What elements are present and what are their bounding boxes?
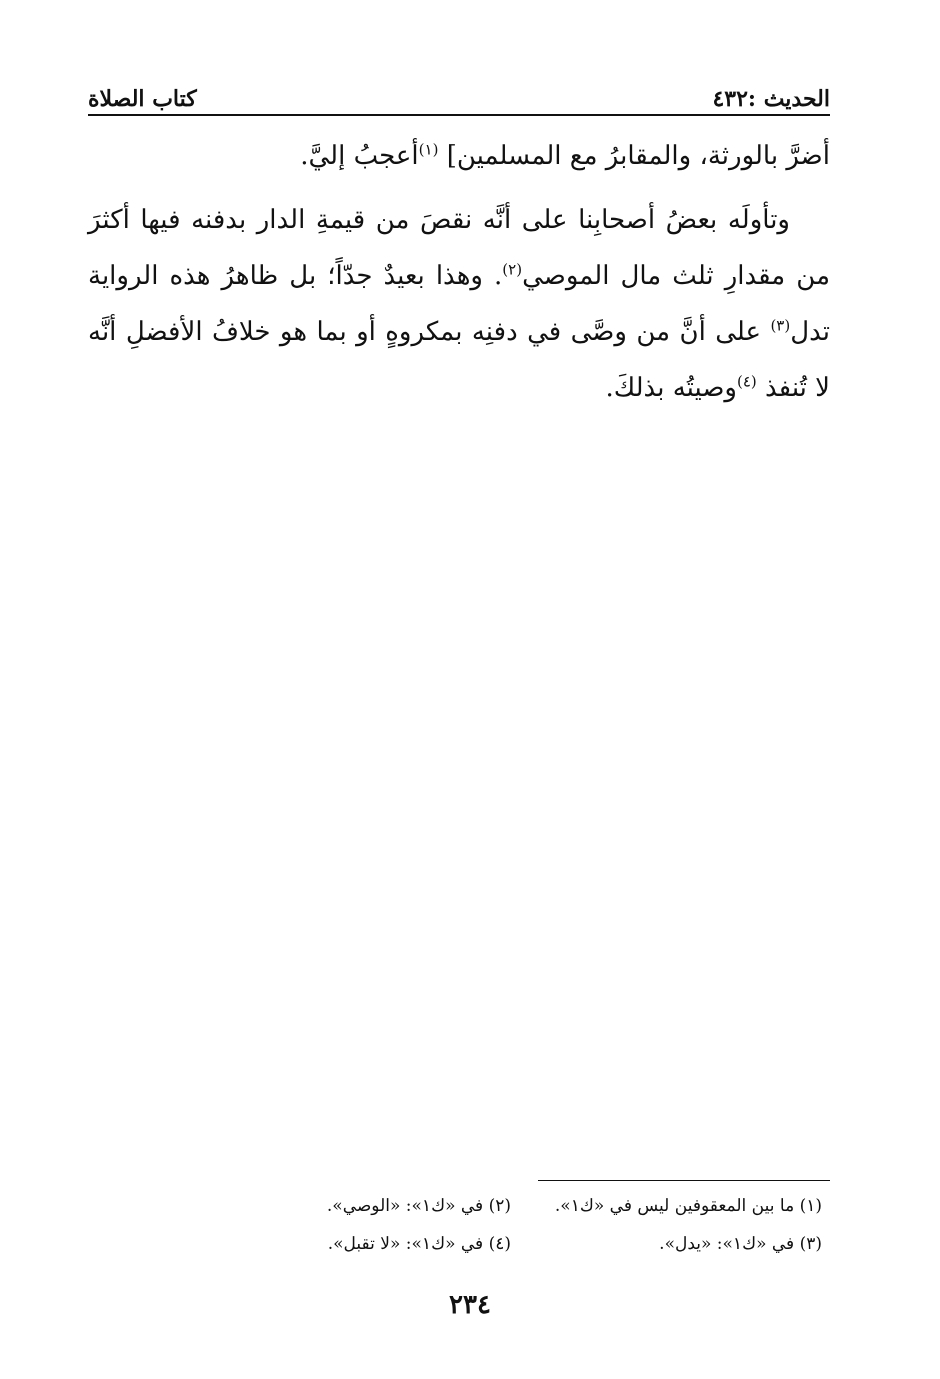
header-divider <box>88 114 830 116</box>
paragraph-2-text-a: وتأولَه بعضُ أصحابِنا على أنَّه نقصَ من قيمةِ الدار بدفنه فيها أكثرَ من مقدارِ ثلث مال الموصي <box>88 205 830 291</box>
footnote-ref-2: (٢) <box>502 260 523 279</box>
footnote-ref-4: (٤) <box>736 372 757 391</box>
footnote-4: (٤) في «ك١»: «لا تقبل». <box>327 1234 511 1254</box>
paragraph-1-text-b: أعجبُ إليَّ. <box>300 141 419 171</box>
header-hadith-number: الحديث :٤٣٢ <box>712 86 830 112</box>
paragraph-1 <box>88 128 830 184</box>
footnote-2: (٢) في «ك١»: «الوصي». <box>326 1196 511 1216</box>
paragraph-1-text-a: أضرَّ بالورثة، والمقابرُ مع المسلمين] <box>446 141 830 171</box>
main-text <box>88 128 830 424</box>
footnote-ref-1: (١) <box>418 140 439 159</box>
page-number: ٢٣٤ <box>449 1290 491 1320</box>
footnote-3: (٣) في «ك١»: «يدل». <box>659 1234 822 1254</box>
header-book-title: كتاب الصلاة <box>88 86 197 112</box>
paragraph-2-text-d: وصيتُه بذلكَ. <box>605 373 737 403</box>
paragraph-2 <box>88 192 830 416</box>
footnote-divider <box>538 1180 830 1181</box>
paragraph-2-text-c: على أنَّ من وصَّى في دفنِه بمكروهٍ أو بما هو خلافُ الأفضلِ أنَّه لا تُنفذ <box>88 317 830 403</box>
footnote-1: (١) ما بين المعقوفين ليس في «ك١». <box>554 1196 822 1216</box>
page-header <box>88 72 830 112</box>
footnote-ref-3: (٣) <box>770 316 791 335</box>
paragraph-2-text-b: . وهذا بعيدٌ جدّاً؛ بل ظاهرُ هذه الرواية تدل <box>88 261 830 347</box>
footnotes <box>200 1190 822 1260</box>
